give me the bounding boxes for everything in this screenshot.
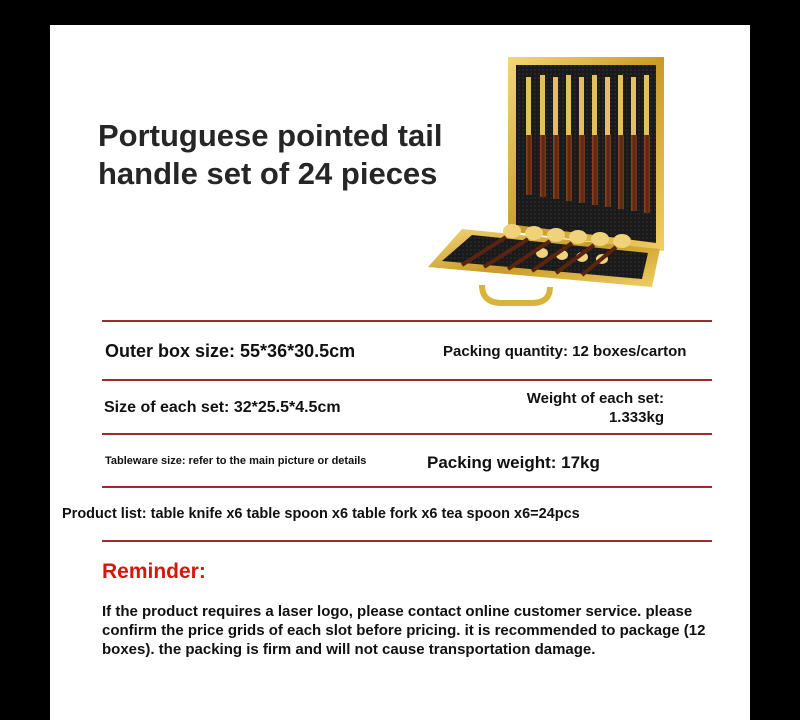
packing-weight: Packing weight: 17kg (427, 453, 600, 472)
divider (102, 320, 712, 322)
product-detail-panel (50, 25, 750, 720)
set-size: Size of each set: 32*25.5*4.5cm (104, 399, 341, 416)
divider (102, 486, 712, 488)
reminder-title: Reminder: (102, 560, 206, 583)
set-weight-label: Weight of each set: (526, 390, 664, 407)
divider (102, 540, 712, 542)
set-weight (486, 389, 664, 427)
product-title (98, 117, 442, 193)
set-weight-value: 1.333kg (608, 409, 664, 426)
product-list: Product list: table knife x6 table spoon x6 table fork x6 tea spoon x6=24pcs (62, 506, 580, 522)
outer-box-size: Outer box size: 55*36*30.5cm (105, 341, 356, 361)
product-title-line-2: handle set of 24 pieces (98, 156, 438, 191)
reminder-text: If the product requires a laser logo, please contact online customer service. please confirm the price grids of each slot before pricing. it is recommended to package (12 boxes). the packing is firm and will not cause transportation damage. (102, 603, 706, 658)
packing-quantity: Packing quantity: 12 boxes/carton (443, 343, 687, 360)
divider (102, 433, 712, 435)
product-title-line-1: Portuguese pointed tail (98, 118, 443, 153)
divider (102, 379, 712, 381)
tableware-size: Tableware size: refer to the main picture or details (105, 455, 367, 467)
gold-cutlery-case-image (422, 53, 672, 311)
